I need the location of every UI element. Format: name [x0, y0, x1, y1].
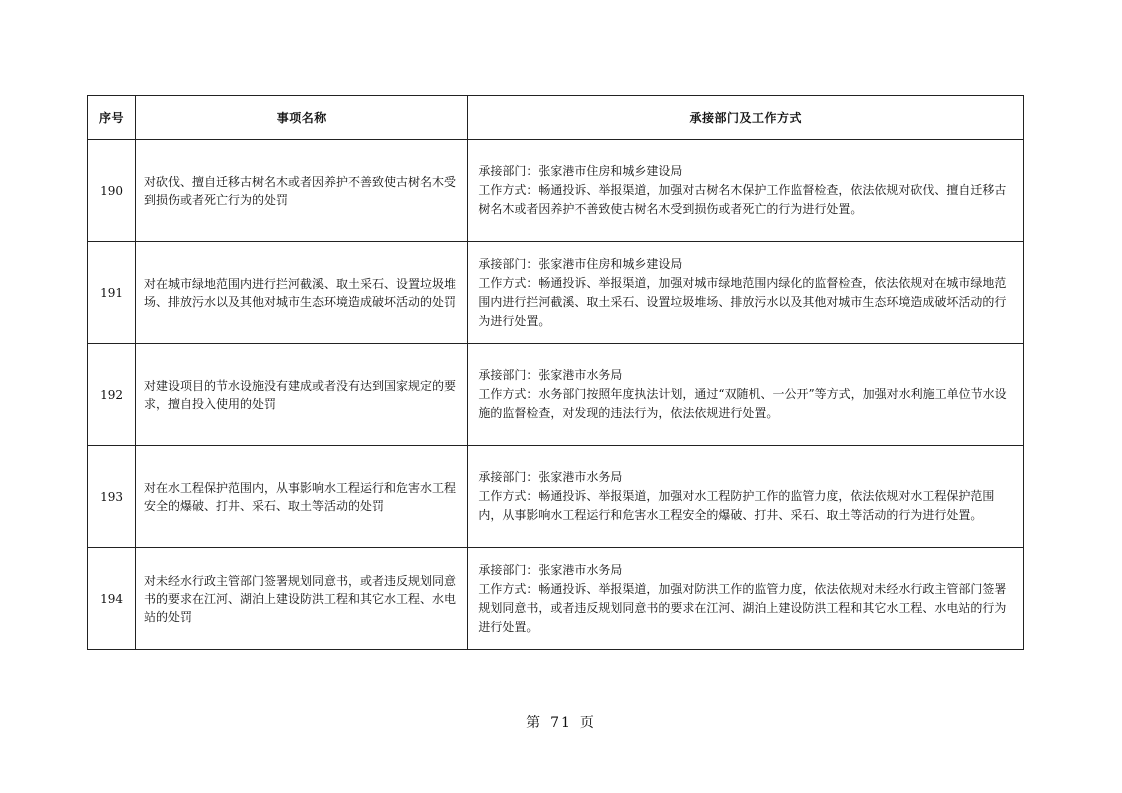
- page-prefix: 第: [526, 715, 543, 731]
- row-number: 192: [88, 344, 136, 446]
- item-name: 对砍伐、擅自迁移古树名木或者因养护不善致使古树名木受到损伤或者死亡行为的处罚: [136, 140, 468, 242]
- table-row: [88, 140, 1024, 242]
- page-suffix: 页: [579, 715, 596, 731]
- row-number: 190: [88, 140, 136, 242]
- dept-cell: [468, 344, 1024, 446]
- work-method: 工作方式：畅通投诉、举报渠道，加强对城市绿地范围内绿化的监督检查，依法依规对在城市绿地范围内进行拦河截溪、取土采石、设置垃圾堆场、排放污水以及其他对城市生态环境造成破坏活动的行为进行处置。: [478, 275, 1007, 328]
- item-name: 对在水工程保护范围内，从事影响水工程运行和危害水工程安全的爆破、打井、采石、取土等活动的处罚: [136, 446, 468, 548]
- work-method: 工作方式：水务部门按照年度执法计划，通过“双随机、一公开”等方式，加强对水利施工单位节水设施的监督检查，对发现的违法行为，依法依规进行处置。: [478, 387, 1007, 420]
- item-name: 对未经水行政主管部门签署规划同意书，或者违反规划同意书的要求在江河、湖泊上建设防洪工程和其它水工程、水电站的处罚: [136, 548, 468, 650]
- item-name: 对建设项目的节水设施没有建成或者没有达到国家规定的要求，擅自投入使用的处罚: [136, 344, 468, 446]
- dept-label: 承接部门：张家港市水务局: [478, 562, 623, 577]
- row-number: 194: [88, 548, 136, 650]
- item-name: 对在城市绿地范围内进行拦河截溪、取土采石、设置垃圾堆场、排放污水以及其他对城市生态环境造成破坏活动的处罚: [136, 242, 468, 344]
- dept-label: 承接部门：张家港市水务局: [478, 368, 623, 382]
- header-num: 序号: [88, 96, 136, 140]
- work-method: 工作方式：畅通投诉、举报渠道，加强对水工程防护工作的监管力度，依法依规对水工程保护范围内，从事影响水工程运行和危害水工程安全的爆破、打井、采石、取土等活动的行为进行处置。: [478, 489, 995, 522]
- dept-label: 承接部门：张家港市住房和城乡建设局: [478, 164, 683, 178]
- dept-cell: [468, 140, 1024, 242]
- table-row: [88, 548, 1024, 650]
- dept-label: 承接部门：张家港市住房和城乡建设局: [478, 256, 683, 271]
- work-method: 工作方式：畅通投诉、举报渠道，加强对防洪工作的监管力度，依法依规对未经水行政主管部门签署规划同意书，或者违反规划同意书的要求在江河、湖泊上建设防洪工程和其它水工程、水电站的行为进行处置。: [478, 581, 1007, 634]
- dept-cell: [468, 242, 1024, 344]
- dept-cell: [468, 548, 1024, 650]
- page-number: [0, 712, 1122, 732]
- row-number: 191: [88, 242, 136, 344]
- table-row: [88, 242, 1024, 344]
- page-value: 71: [550, 715, 572, 731]
- work-method: 工作方式：畅通投诉、举报渠道，加强对古树名木保护工作监督检查，依法依规对砍伐、擅自迁移古树名木或者因养护不善致使古树名木受到损伤或者死亡的行为进行处置。: [478, 183, 1007, 216]
- document-table: [87, 95, 1024, 650]
- row-number: 193: [88, 446, 136, 548]
- header-dept: 承接部门及工作方式: [468, 96, 1024, 140]
- table-row: [88, 446, 1024, 548]
- dept-cell: [468, 446, 1024, 548]
- header-name: 事项名称: [136, 96, 468, 140]
- dept-label: 承接部门：张家港市水务局: [478, 470, 623, 484]
- table-header-row: [88, 96, 1024, 140]
- table-row: [88, 344, 1024, 446]
